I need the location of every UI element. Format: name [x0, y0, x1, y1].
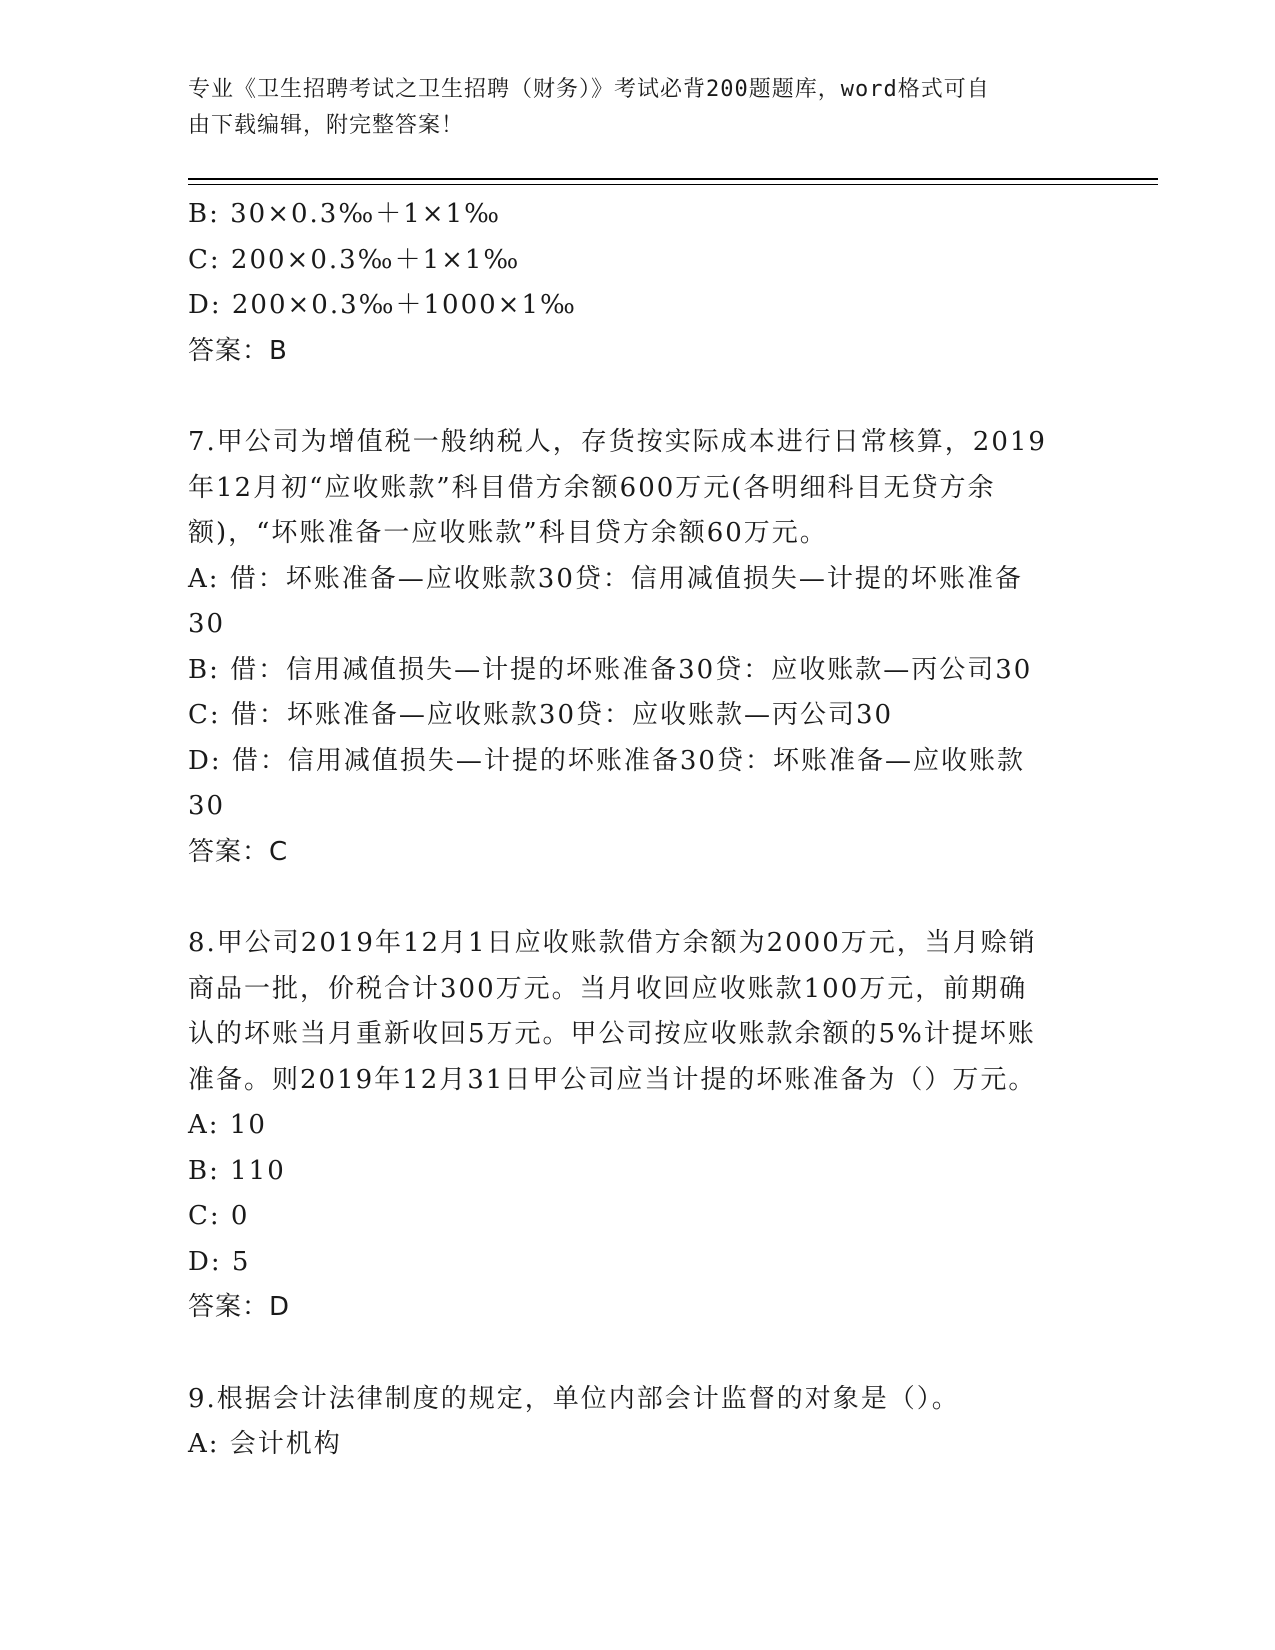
document-body: [188, 192, 1088, 1468]
question-7-block: [188, 420, 1088, 875]
spacer: [188, 374, 1088, 420]
q8-stem-line-4: 准备。则2019年12月31日甲公司应当计提的坏账准备为（）万元。: [188, 1064, 1037, 1095]
q7-stem-line-3: 额)，“坏账准备一应收账款”科目贷方余额60万元。: [188, 518, 828, 548]
q6-option-d: D: 200×0.3‰＋1000×1‰: [188, 290, 577, 320]
q8-answer: 答案：D: [188, 1292, 291, 1322]
question-9-block: [188, 1377, 1088, 1468]
q6-answer: 答案：B: [188, 335, 288, 366]
header-rule-thin: [188, 184, 1158, 185]
q9-stem-line-1: 9.根据会计法律制度的规定，单位内部会计监督的对象是（）。: [188, 1383, 960, 1414]
q7-stem-line-1: 7.甲公司为增值税一般纳税人，存货按实际成本进行日常核算，2019: [188, 427, 1047, 457]
header-line-2: 由下载编辑，附完整答案！: [188, 113, 465, 138]
q8-option-a: A: 10: [188, 1110, 267, 1140]
spacer: [188, 1331, 1088, 1377]
question-8-block: [188, 921, 1088, 1331]
q7-option-d-line-2: 30: [188, 791, 226, 821]
q9-option-a: A: 会计机构: [188, 1429, 342, 1459]
q7-answer: 答案：C: [188, 836, 289, 867]
q8-option-b: B: 110: [188, 1155, 286, 1186]
question-6-block: [188, 192, 1088, 374]
q8-option-d: D: 5: [188, 1246, 251, 1277]
header-line-1: 专业《卫生招聘考试之卫生招聘（财务）》考试必背200题题库，word格式可自: [188, 77, 990, 102]
q7-stem-line-2: 年12月初“应收账款”科目借方余额600万元(各明细科目无贷方余: [188, 472, 996, 503]
q8-stem-line-3: 认的坏账当月重新收回5万元。甲公司按应收账款余额的5%计提坏账: [188, 1019, 1036, 1049]
spacer: [188, 875, 1088, 921]
q6-option-b: B: 30×0.3‰＋1×1‰: [188, 199, 501, 229]
page-header: [188, 72, 1068, 144]
header-rule-thick: [188, 178, 1158, 180]
q7-option-d-line-1: D: 借：信用减值损失—计提的坏账准备30贷：坏账准备—应收账款: [188, 745, 1025, 776]
q7-option-b: B: 借：信用减值损失—计提的坏账准备30贷：应收账款—丙公司30: [188, 654, 1033, 685]
q8-option-c: C: 0: [188, 1201, 250, 1231]
q8-stem-line-1: 8.甲公司2019年12月1日应收账款借方余额为2000万元，当月赊销: [188, 928, 1037, 958]
q7-option-a-line-1: A: 借：坏账准备—应收账款30贷：信用减值损失—计提的坏账准备: [188, 563, 1023, 594]
q6-option-c: C: 200×0.3‰＋1×1‰: [188, 244, 521, 275]
q7-option-c: C: 借：坏账准备—应收账款30贷：应收账款—丙公司30: [188, 700, 894, 730]
q8-stem-line-2: 商品一批，价税合计300万元。当月收回应收账款100万元，前期确: [188, 973, 1028, 1004]
q7-option-a-line-2: 30: [188, 609, 226, 639]
